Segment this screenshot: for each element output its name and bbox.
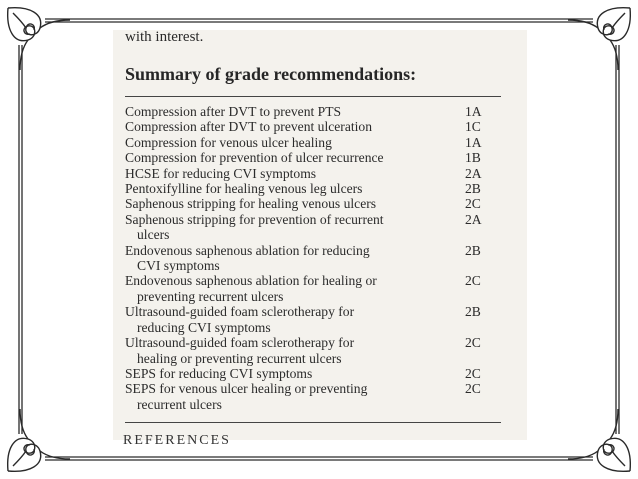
recommendation-row <box>125 335 501 366</box>
recommendation-text <box>125 243 425 274</box>
next-section-heading: REFERENCES <box>123 433 231 448</box>
recommendation-text <box>125 196 425 211</box>
recommendation-row <box>125 273 501 304</box>
recommendation-row <box>125 166 501 181</box>
recommendation-text <box>125 119 425 134</box>
recommendation-text <box>125 212 425 243</box>
recommendation-line: Compression after DVT to prevent ulceration <box>125 119 373 135</box>
grade-value: 1A <box>465 104 482 119</box>
recommendations-table <box>125 104 501 412</box>
recommendation-text <box>125 381 425 412</box>
recommendation-row <box>125 104 501 119</box>
corner-top-right-flourish-icon <box>568 8 630 70</box>
recommendation-text <box>125 135 425 150</box>
grade-value: 2C <box>465 196 481 212</box>
recommendation-continuation: ulcers <box>137 227 170 243</box>
recommendation-text <box>125 166 425 181</box>
recommendation-text <box>125 150 425 165</box>
recommendation-text <box>125 181 425 196</box>
grade-value: 1A <box>465 134 482 150</box>
recommendation-line: Ultrasound-guided foam sclerotherapy for <box>125 304 355 320</box>
recommendation-line: Compression for prevention of ulcer recurrence <box>125 150 384 166</box>
recommendation-line: SEPS for reducing CVI symptoms <box>125 365 313 381</box>
recommendation-row <box>125 212 501 243</box>
recommendation-line: SEPS for venous ulcer healing or preventing <box>125 381 368 397</box>
recommendation-line: Ultrasound-guided foam sclerotherapy for <box>125 335 355 351</box>
grade-value: 2B <box>465 181 481 197</box>
corner-top-left-flourish-icon <box>8 8 70 70</box>
recommendation-text <box>125 304 425 335</box>
grade-value: 2C <box>465 335 481 351</box>
recommendation-row <box>125 135 501 150</box>
recommendation-line: Endovenous saphenous ablation for reducing <box>125 242 370 258</box>
grade-value: 1C <box>465 119 481 135</box>
recommendation-line: Pentoxifylline for healing venous leg ulcers <box>125 181 363 197</box>
recommendation-row <box>125 243 501 274</box>
recommendation-row <box>125 381 501 412</box>
previous-paragraph-end: with interest. <box>125 29 204 45</box>
recommendation-row <box>125 366 501 381</box>
recommendation-row <box>125 119 501 134</box>
recommendation-text <box>125 335 425 366</box>
recommendation-text <box>125 104 425 119</box>
corner-bottom-left-flourish-icon <box>8 409 70 471</box>
recommendation-row <box>125 304 501 335</box>
recommendation-continuation: healing or preventing recurrent ulcers <box>137 350 342 366</box>
recommendation-line: HCSE for reducing CVI symptoms <box>125 165 317 181</box>
recommendation-line: Compression after DVT to prevent PTS <box>125 104 342 119</box>
top-rule <box>125 96 501 97</box>
grade-value: 2B <box>465 304 481 320</box>
recommendation-line: Endovenous saphenous ablation for healing or <box>125 273 377 289</box>
recommendation-text <box>125 273 425 304</box>
summary-heading: Summary of grade recommendations: <box>125 64 417 84</box>
grade-value: 1B <box>465 150 481 166</box>
grade-value: 2A <box>465 211 482 227</box>
bottom-rule <box>125 422 501 423</box>
recommendation-row <box>125 196 501 211</box>
recommendation-text <box>125 366 425 381</box>
recommendation-line: Compression for venous ulcer healing <box>125 134 332 150</box>
grade-value: 2C <box>465 273 481 289</box>
recommendation-continuation: reducing CVI symptoms <box>137 319 271 335</box>
recommendation-continuation: recurrent ulcers <box>137 396 222 412</box>
scanned-page <box>113 29 527 448</box>
recommendation-row <box>125 181 501 196</box>
grade-value: 2A <box>465 165 482 181</box>
recommendation-line: Saphenous stripping for prevention of recurrent <box>125 211 384 227</box>
corner-bottom-right-flourish-icon <box>568 409 630 471</box>
grade-value: 2C <box>465 365 481 381</box>
grade-value: 2B <box>465 242 481 258</box>
recommendation-continuation: CVI symptoms <box>137 258 220 274</box>
recommendation-line: Saphenous stripping for healing venous ulcers <box>125 196 377 212</box>
grade-value: 2C <box>465 381 481 397</box>
recommendation-continuation: preventing recurrent ulcers <box>137 288 284 304</box>
recommendation-row <box>125 150 501 165</box>
